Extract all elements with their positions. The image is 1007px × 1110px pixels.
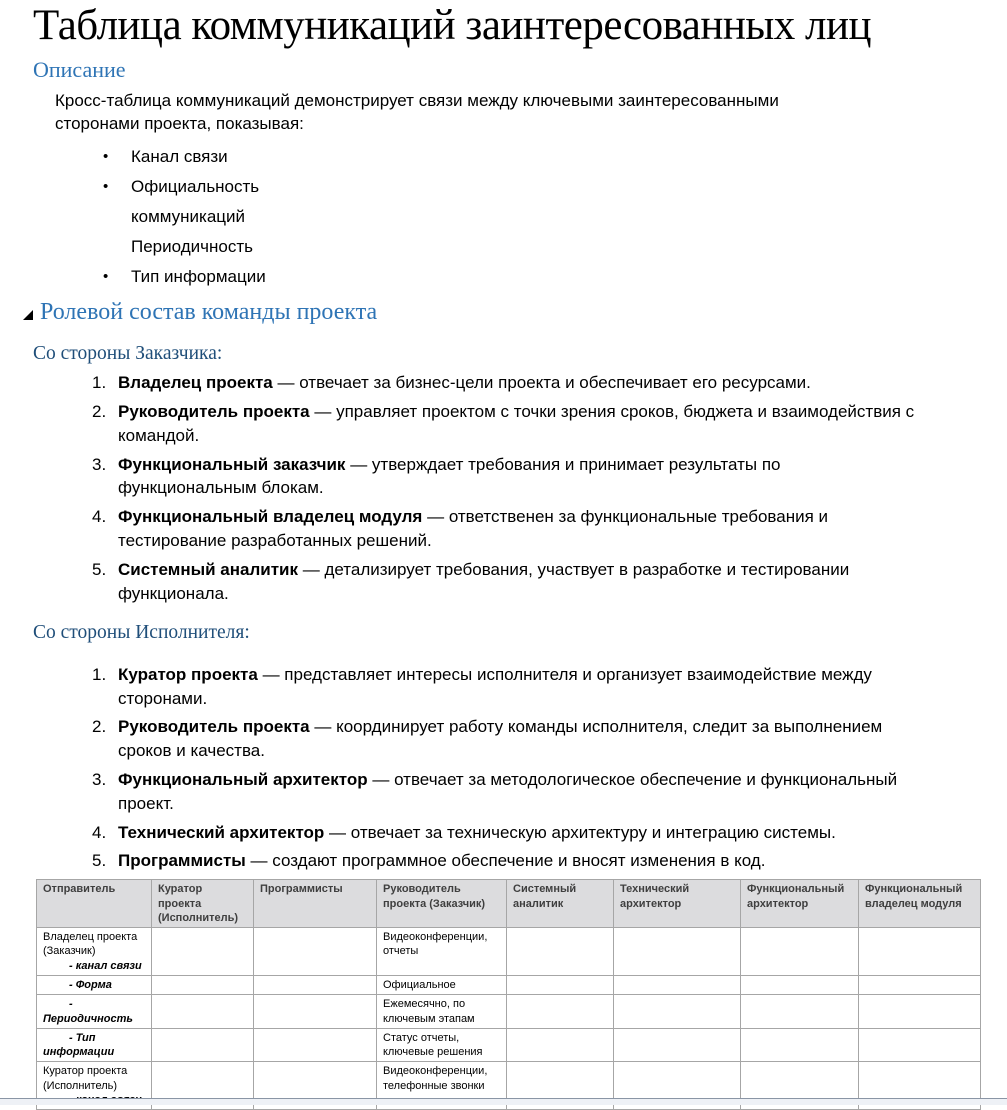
column-header: Системный аналитик	[507, 880, 614, 928]
sender-attribute-label: - Периодичность	[43, 998, 133, 1025]
list-item	[92, 453, 979, 501]
collapse-triangle-icon[interactable]	[23, 300, 33, 328]
role-name: Куратор проекта	[118, 664, 258, 684]
role-desc: — ответственен за функциональные требования и тестирование разработанных решений.	[118, 507, 829, 551]
column-header: Технический архитектор	[614, 880, 741, 928]
role-desc: — детализирует требования, участвует в разработке и тестировании функционала.	[118, 559, 850, 603]
column-header: Функциональный владелец модуля	[859, 880, 981, 928]
comm-cell	[741, 1028, 859, 1062]
contractor-side-heading: Со стороны Исполнителя:	[33, 622, 250, 644]
comm-cell	[614, 995, 741, 1029]
table-row	[37, 1028, 981, 1062]
column-header: Функциональный архитектор	[741, 880, 859, 928]
comm-cell	[254, 1028, 377, 1062]
comm-cell	[152, 995, 254, 1029]
role-desc: — координирует работу команды исполнителя, следит за выполнением сроков и качества.	[118, 717, 883, 761]
comm-cell	[614, 975, 741, 994]
list-item	[103, 205, 979, 229]
list-number: 3.	[92, 770, 107, 790]
role-name: Программисты	[118, 851, 246, 871]
role-desc: — отвечает за методологическое обеспечение и функциональный проект.	[118, 770, 898, 813]
sender-cell	[37, 995, 152, 1029]
list-item	[92, 400, 979, 448]
column-header: Программисты	[254, 880, 377, 928]
comm-cell: Ежемесячно, по ключевым этапам	[377, 995, 507, 1029]
role-name: Функциональный заказчик	[118, 454, 346, 474]
sender-attribute-label: - Форма	[69, 978, 112, 991]
role-desc: — отвечает за бизнес-цели проекта и обеспечивает его ресурсами.	[277, 373, 811, 393]
bullet-icon: •	[103, 178, 109, 196]
comm-cell	[152, 1028, 254, 1062]
sender-cell	[37, 975, 152, 994]
comm-cell	[614, 928, 741, 976]
comm-cell	[859, 928, 981, 976]
comm-cell	[614, 1028, 741, 1062]
list-item	[92, 821, 979, 845]
list-item	[92, 558, 979, 606]
list-item	[92, 505, 979, 553]
role-desc: — представляет интересы исполнителя и организует взаимодействие между сторонами.	[118, 664, 872, 708]
comm-cell	[859, 975, 981, 994]
role-name: Системный аналитик	[118, 559, 298, 579]
bullet-icon: •	[103, 268, 109, 286]
sender-attribute-label: - канал связи	[69, 959, 142, 972]
comm-cell	[741, 975, 859, 994]
list-item	[103, 145, 979, 169]
comm-cell: Официальное	[377, 975, 507, 994]
list-number: 1.	[92, 664, 107, 684]
bullet-icon: •	[103, 148, 109, 166]
description-intro: Кросс-таблица коммуникаций демонстрирует связи между ключевыми заинтересованными сторонами проекта, показывая:	[55, 90, 779, 134]
document-page	[0, 2, 1007, 1110]
list-number: 2.	[92, 717, 107, 737]
comm-cell	[507, 928, 614, 976]
comm-cell	[859, 995, 981, 1029]
page-title: Таблица коммуникаций заинтересованных лиц	[33, 2, 872, 49]
role-name: Владелец проекта	[118, 373, 273, 393]
list-item	[103, 235, 979, 259]
list-item	[92, 371, 979, 395]
list-item	[103, 265, 979, 289]
customer-side-heading: Со стороны Заказчика:	[33, 342, 223, 364]
description-bullet-list	[33, 145, 979, 289]
list-number: 2.	[92, 402, 107, 422]
sender-cell	[37, 928, 152, 976]
column-header: Куратор проекта (Исполнитель)	[152, 880, 254, 928]
list-item	[92, 663, 979, 711]
bullet-text: Периодичность	[131, 237, 253, 257]
description-heading: Описание	[33, 57, 126, 83]
role-name: Руководитель проекта	[118, 402, 310, 422]
comm-cell	[741, 928, 859, 976]
column-header: Отправитель	[37, 880, 152, 928]
comm-cell	[254, 928, 377, 976]
sender-attribute-label: - Тип информации	[43, 1031, 115, 1059]
role-desc: — создают программное обеспечение и вносят изменения в код.	[250, 851, 766, 871]
bullet-text: Официальность	[131, 177, 260, 197]
contractor-roles-list	[33, 663, 979, 873]
table-row	[37, 975, 981, 994]
communications-table	[36, 879, 981, 1110]
comm-cell: Видеоконференции, телефонные звонки	[377, 1062, 507, 1110]
table-row	[37, 995, 981, 1029]
list-number: 4.	[92, 822, 107, 842]
comm-cell	[507, 975, 614, 994]
table-header-row	[37, 880, 981, 928]
roles-section-heading	[23, 297, 979, 328]
comm-cell	[152, 928, 254, 976]
role-name: Руководитель проекта	[118, 717, 310, 737]
comm-cell	[152, 975, 254, 994]
bullet-text: Канал связи	[131, 147, 228, 167]
role-desc: — отвечает за техническую архитектуру и интеграцию системы.	[329, 822, 836, 842]
list-number: 5.	[92, 559, 107, 579]
comm-cell	[507, 1028, 614, 1062]
role-name: Функциональный архитектор	[118, 770, 368, 790]
column-header: Руководитель проекта (Заказчик)	[377, 880, 507, 928]
bullet-icon	[103, 205, 131, 229]
list-item	[92, 768, 979, 816]
roles-heading-text: Ролевой состав команды проекта	[40, 298, 378, 325]
comm-cell	[507, 995, 614, 1029]
list-item	[92, 715, 979, 763]
comm-cell	[254, 995, 377, 1029]
customer-roles-list	[33, 371, 979, 605]
list-number: 1.	[92, 373, 107, 393]
window-bottom-edge	[0, 1098, 1007, 1105]
list-number: 3.	[92, 454, 107, 474]
role-desc: — управляет проектом с точки зрения сроков, бюджета и взаимодействия с командой.	[118, 402, 915, 445]
bullet-text: коммуникаций	[131, 207, 246, 227]
comm-cell	[254, 975, 377, 994]
role-name: Технический архитектор	[118, 822, 325, 842]
list-item	[92, 849, 979, 873]
comm-cell	[741, 995, 859, 1029]
bullet-text: Тип информации	[131, 267, 266, 287]
comm-cell: Видеоконференции, отчеты	[377, 928, 507, 976]
list-number: 5.	[92, 851, 107, 871]
sender-cell	[37, 1028, 152, 1062]
role-desc: — утверждает требования и принимает результаты по функциональным блокам.	[118, 454, 781, 498]
role-name: Функциональный владелец модуля	[118, 507, 423, 527]
bullet-icon	[103, 235, 131, 259]
sender-name: Куратор проекта (Исполнитель)	[43, 1065, 128, 1092]
list-number: 4.	[92, 507, 107, 527]
sender-name: Владелец проекта (Заказчик)	[43, 931, 138, 958]
comm-cell	[859, 1028, 981, 1062]
table-row	[37, 928, 981, 976]
comm-cell: Статус отчеты, ключевые решения	[377, 1028, 507, 1062]
list-item	[103, 175, 979, 199]
